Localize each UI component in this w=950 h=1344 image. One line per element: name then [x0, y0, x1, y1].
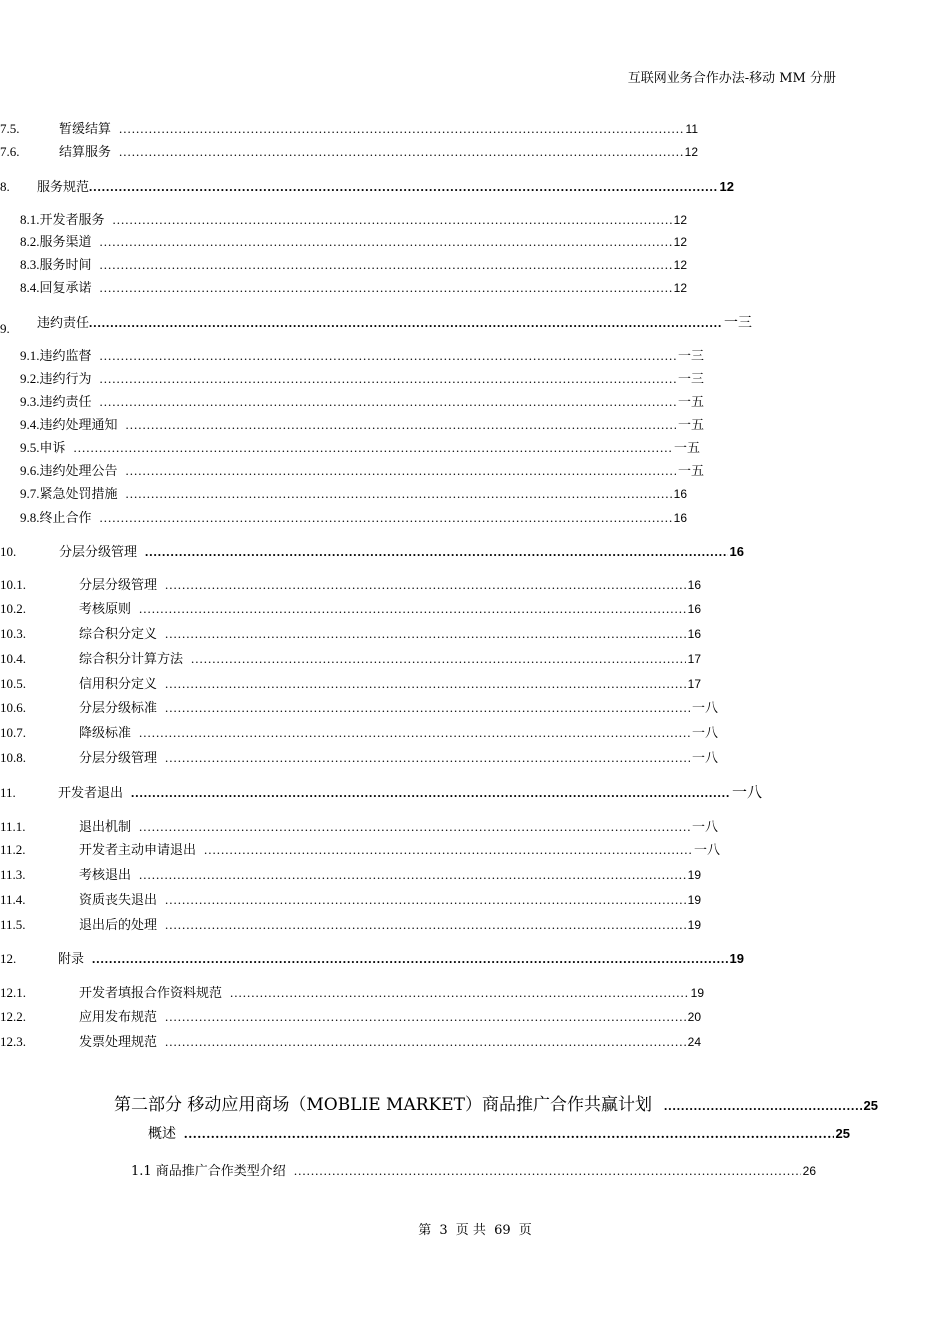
toc-title: 违约责任: [37, 316, 90, 331]
toc-entry-9-5[interactable]: [20, 437, 700, 457]
toc-title: 退出机制: [79, 820, 132, 835]
toc-title: 紧急处罚措施: [39, 487, 118, 502]
dot-leader: [165, 676, 686, 692]
toc-entry-part2[interactable]: [114, 1090, 878, 1114]
toc-title: 终止合作: [39, 511, 92, 526]
toc-entry-12-1[interactable]: [0, 982, 704, 1002]
toc-title: 违约监督: [39, 349, 92, 364]
dot-leader: [126, 417, 676, 433]
dot-leader: [131, 785, 730, 801]
toc-entry-11-4[interactable]: [0, 889, 701, 909]
toc-entry-9-6[interactable]: [20, 460, 704, 480]
toc-number: 10.2.: [0, 601, 26, 616]
dot-leader: [92, 951, 728, 967]
dot-leader: [113, 212, 672, 228]
toc-number: 10.: [0, 544, 17, 559]
toc-title: 违约行为: [39, 372, 92, 387]
dot-leader: [165, 917, 686, 933]
toc-number: 10.3.: [0, 626, 26, 641]
toc-page: 16: [687, 627, 701, 641]
dot-leader: [664, 1098, 862, 1114]
dot-leader: [139, 601, 686, 617]
toc-title: 违约处理公告: [39, 464, 118, 479]
dot-leader: [126, 463, 676, 479]
footer-prefix: 第: [418, 1223, 432, 1238]
toc-number: 7.6.: [0, 144, 20, 159]
toc-title: 考核退出: [79, 868, 132, 883]
toc-page: 一五: [677, 395, 704, 410]
dot-leader: [89, 315, 722, 331]
toc-entry-10-2[interactable]: [0, 598, 701, 618]
toc-entry-9-2[interactable]: [20, 368, 704, 388]
toc-entry-8-3[interactable]: [20, 254, 687, 274]
toc-title: 结算服务: [59, 145, 112, 160]
toc-entry-8-4[interactable]: [20, 277, 687, 297]
dot-leader: [100, 257, 672, 273]
dot-leader: [74, 440, 672, 456]
toc-page: 19: [687, 893, 701, 907]
toc-number: 8.4.: [20, 280, 40, 295]
toc-page: 一八: [693, 843, 720, 858]
toc-entry-11[interactable]: [0, 781, 762, 801]
dot-leader: [139, 867, 686, 883]
toc-title: 开发者退出: [58, 786, 124, 801]
toc-number: 11.: [0, 785, 16, 800]
toc-page: 19: [687, 918, 701, 932]
toc-entry-9-8[interactable]: [20, 507, 687, 527]
toc-entry-11-2[interactable]: [0, 839, 720, 859]
toc-entry-11-5[interactable]: [0, 914, 701, 934]
toc-page: 25: [835, 1126, 850, 1141]
toc-page: 16: [673, 487, 687, 501]
toc-title: 信用积分定义: [79, 677, 158, 692]
dot-leader: [126, 486, 672, 502]
toc-page: 16: [729, 544, 744, 559]
toc-number: 12.3.: [0, 1034, 26, 1049]
toc-page: 24: [687, 1035, 701, 1049]
toc-title: 降级标准: [79, 726, 132, 741]
toc-entry-10-7[interactable]: [0, 722, 718, 742]
toc-title: 综合积分定义: [79, 627, 158, 642]
toc-page: 17: [687, 652, 701, 666]
toc-number: 12.2.: [0, 1009, 26, 1024]
toc-number: 9.8.: [20, 510, 40, 525]
toc-title: 分层分级管理: [79, 578, 158, 593]
toc-entry-9-4[interactable]: [20, 414, 704, 434]
footer-total-pages: 69: [494, 1223, 511, 1238]
toc-title: 考核原则: [79, 602, 132, 617]
toc-entry-10-4[interactable]: [0, 648, 701, 668]
dot-leader: [165, 750, 690, 766]
toc-entry-10-5[interactable]: [0, 673, 701, 693]
toc-number: 8.3.: [20, 257, 40, 272]
toc-number: 9.5.: [20, 440, 40, 455]
dot-leader: [204, 842, 692, 858]
toc-entry-12-3[interactable]: [0, 1031, 701, 1051]
toc-page: 12: [673, 213, 687, 227]
dot-leader: [165, 626, 686, 642]
toc-page: 一三: [677, 372, 704, 387]
toc-number: 10.5.: [0, 676, 26, 691]
toc-page: 16: [687, 578, 701, 592]
toc-title: 申诉: [39, 441, 66, 456]
dot-leader: [165, 892, 686, 908]
toc-entry-overview[interactable]: [148, 1123, 850, 1143]
toc-number: 9.: [0, 321, 10, 336]
dot-leader: [184, 1127, 834, 1143]
toc-title: 违约处理通知: [39, 418, 118, 433]
toc-entry-10[interactable]: [0, 541, 744, 561]
toc-page: 20: [687, 1010, 701, 1024]
dot-leader: [100, 234, 672, 250]
toc-page: 一八: [691, 701, 718, 716]
toc-title: 违约责任: [39, 395, 92, 410]
toc-page: 一五: [677, 418, 704, 433]
dot-leader: [100, 280, 672, 296]
toc-title: 服务渠道: [39, 235, 92, 250]
running-header: 互联网业务合作办法-移动 MM 分册: [627, 71, 836, 86]
toc-entry-7-6[interactable]: [0, 141, 698, 161]
toc-page: 12: [684, 145, 698, 159]
toc-title: 分层分级标准: [79, 701, 158, 716]
toc-page: 一八: [691, 751, 718, 766]
toc-title: 第二部分 移动应用商场（MOBLIE MARKET）商品推广合作共赢计划: [114, 1095, 652, 1115]
toc-page: 26: [802, 1164, 816, 1178]
toc-entry-12-2[interactable]: [0, 1006, 701, 1026]
dot-leader: [230, 985, 689, 1001]
dot-leader: [165, 700, 690, 716]
toc-page: 一三: [677, 349, 704, 364]
toc-title: 暂缓结算: [59, 122, 112, 137]
toc-number: 9.3.: [20, 394, 40, 409]
toc-entry-11-3[interactable]: [0, 864, 701, 884]
toc-title: 1.1 商品推广合作类型介绍: [131, 1164, 286, 1179]
toc-number: 10.8.: [0, 750, 26, 765]
toc-entry-10-8[interactable]: [0, 747, 718, 767]
toc-entry-10-1[interactable]: [0, 574, 701, 594]
dot-leader: [165, 577, 686, 593]
dot-leader: [100, 394, 676, 410]
dot-leader: [100, 510, 672, 526]
toc-entry-10-3[interactable]: [0, 623, 701, 643]
dot-leader: [100, 348, 676, 364]
toc-page: 19: [729, 951, 744, 966]
toc-page: 一五: [677, 464, 704, 479]
toc-number: 8.: [0, 179, 10, 194]
toc-number: 11.5.: [0, 917, 26, 932]
toc-number: 9.6.: [20, 463, 40, 478]
toc-number: 8.1.: [20, 212, 40, 227]
toc-number: 12.: [0, 951, 17, 966]
toc-page: 一八: [731, 783, 762, 801]
toc-number: 11.4.: [0, 892, 26, 907]
toc-page: 一八: [691, 820, 718, 835]
toc-number: 11.3.: [0, 867, 26, 882]
page-footer: [0, 1219, 950, 1238]
toc-entry-1-1[interactable]: [131, 1160, 816, 1180]
toc-number: 9.2.: [20, 371, 40, 386]
toc-page: 12: [673, 258, 687, 272]
toc-entry-8-2[interactable]: [20, 231, 687, 251]
toc-title: 服务时间: [39, 258, 92, 273]
toc-number: 9.4.: [20, 417, 40, 432]
toc-number: 9.1.: [20, 348, 40, 363]
toc-page: 12: [673, 235, 687, 249]
toc-entry-9-7[interactable]: [20, 483, 687, 503]
toc-page: 16: [687, 602, 701, 616]
toc-number: 10.6.: [0, 700, 26, 715]
toc-number: 11.1.: [0, 819, 26, 834]
toc-entry-8-1[interactable]: [20, 209, 687, 229]
toc-number: 9.7.: [20, 486, 40, 501]
dot-leader: [294, 1163, 801, 1179]
toc-number: 10.1.: [0, 577, 26, 592]
toc-page: 一五: [673, 441, 700, 456]
dot-leader: [139, 819, 690, 835]
toc-entry-9[interactable]: [0, 312, 752, 336]
toc-page: 16: [673, 511, 687, 525]
toc-page: 17: [687, 677, 701, 691]
toc-title: 开发者填报合作资料规范: [79, 986, 223, 1001]
toc-title: 附录: [58, 952, 85, 967]
toc-number: 11.2.: [0, 842, 26, 857]
toc-number: 7.5.: [0, 121, 20, 136]
toc-page: 25: [863, 1098, 878, 1113]
toc-entry-8[interactable]: [0, 176, 734, 196]
dot-leader: [89, 179, 718, 195]
footer-suffix: 页: [518, 1223, 532, 1238]
toc-page: 19: [690, 986, 704, 1000]
toc-title: 资质丧失退出: [79, 893, 158, 908]
toc-page: 11: [685, 122, 698, 136]
toc-title: 发票处理规范: [79, 1035, 158, 1050]
dot-leader: [145, 544, 728, 560]
toc-title: 应用发布规范: [79, 1010, 158, 1025]
dot-leader: [191, 651, 686, 667]
toc-title: 分层分级管理: [59, 545, 138, 560]
toc-page: 12: [673, 281, 687, 295]
toc-page: 19: [687, 868, 701, 882]
toc-entry-11-1[interactable]: [0, 816, 718, 836]
toc-page: 一八: [691, 726, 718, 741]
dot-leader: [165, 1009, 686, 1025]
toc-entry-9-3[interactable]: [20, 391, 704, 411]
toc-page: 一三: [724, 315, 752, 331]
toc-entry-12[interactable]: [0, 948, 744, 968]
dot-leader: [100, 371, 676, 387]
toc-title: 概述: [148, 1126, 176, 1142]
dot-leader: [119, 121, 684, 137]
dot-leader: [119, 144, 683, 160]
toc-title: 综合积分计算方法: [79, 652, 184, 667]
toc-number: 12.1.: [0, 985, 26, 1000]
toc-title: 开发者主动申请退出: [79, 843, 197, 858]
toc-title: 退出后的处理: [79, 918, 158, 933]
toc-title: 回复承诺: [39, 281, 92, 296]
toc-number: 10.7.: [0, 725, 26, 740]
dot-leader: [139, 725, 690, 741]
footer-mid: 页 共: [455, 1223, 486, 1238]
toc-entry-10-6[interactable]: [0, 697, 718, 717]
toc-number: 8.2.: [20, 234, 40, 249]
footer-current-page: 3: [439, 1223, 448, 1238]
toc-title: 服务规范: [37, 180, 90, 195]
toc-entry-7-5[interactable]: [0, 118, 698, 138]
toc-page: 12: [719, 179, 734, 194]
toc-entry-9-1[interactable]: [20, 345, 704, 365]
dot-leader: [165, 1034, 686, 1050]
toc-number: 10.4.: [0, 651, 26, 666]
toc-title: 分层分级管理: [79, 751, 158, 766]
toc-title: 开发者服务: [39, 213, 105, 228]
